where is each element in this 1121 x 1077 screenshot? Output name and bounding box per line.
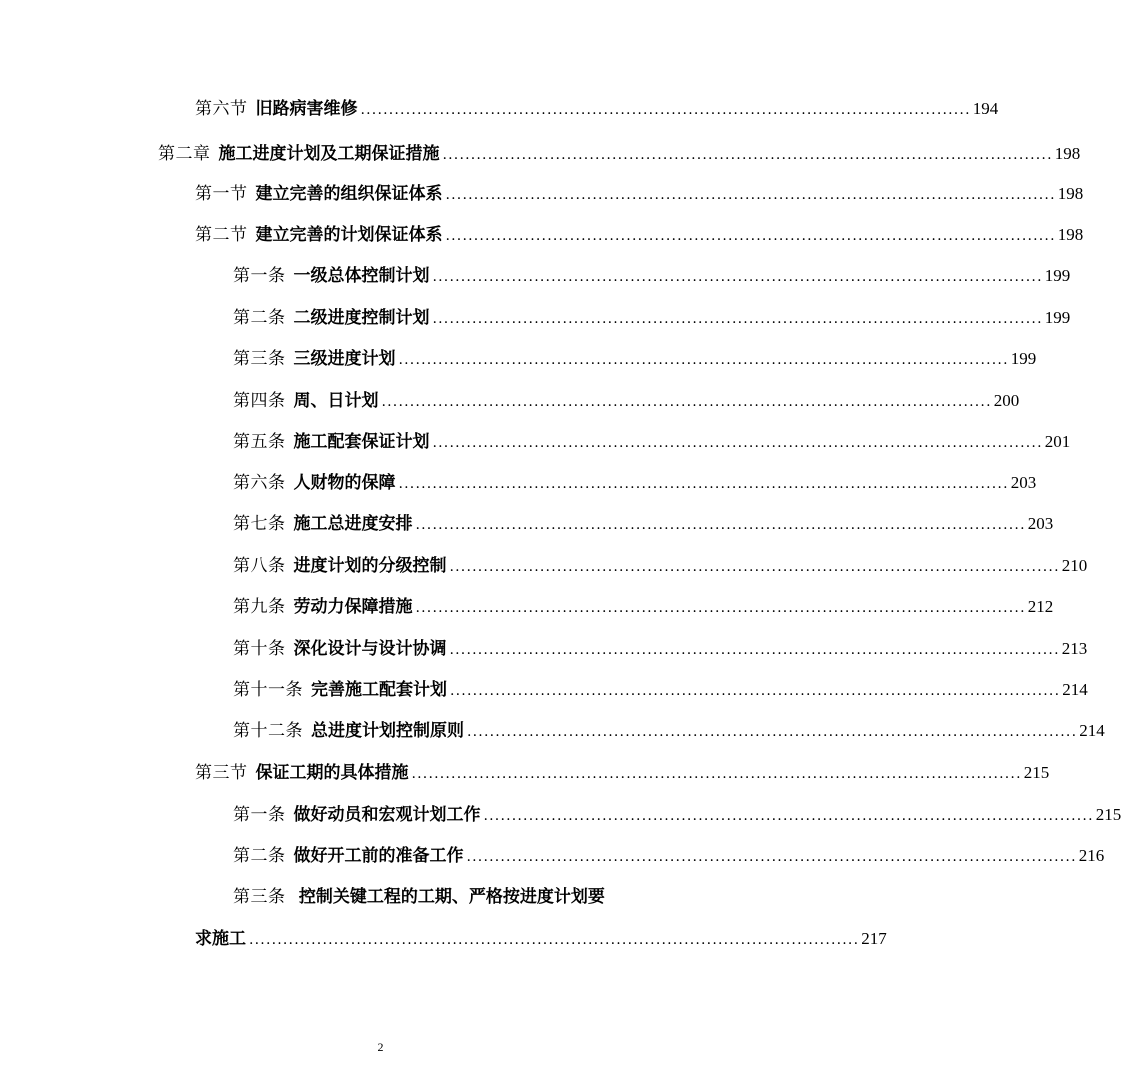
toc-entry <box>233 265 1071 288</box>
dot-leader: ............................................................................................................ <box>445 228 1056 244</box>
dot-leader: ............................................................................................................ <box>466 849 1077 865</box>
toc-entry <box>195 762 1050 785</box>
toc-entry-number: 第六节 <box>195 99 248 119</box>
dot-leader: ............................................................................................................ <box>415 517 1026 533</box>
dot-leader: ............................................................................................................ <box>432 311 1043 327</box>
dot-leader: ............................................................................................................ <box>442 147 1053 163</box>
toc-entry-page: 214 <box>1062 680 1088 699</box>
toc-entry-number: 第十一条 <box>233 680 303 700</box>
toc-entry-page: 215 <box>1095 805 1121 824</box>
toc-entry <box>233 513 1054 536</box>
toc-entry <box>233 348 1037 371</box>
toc-entry-title: 控制关键工程的工期、严格按进度计划要 <box>298 887 605 907</box>
toc-entry-page: 198 <box>1057 184 1084 203</box>
toc-entry-page: 213 <box>1061 639 1088 658</box>
toc-entry-number: 第三节 <box>195 763 248 783</box>
toc-entry-page: 216 <box>1078 846 1105 865</box>
toc-entry-page: 214 <box>1079 721 1105 740</box>
toc-entry-page: 198 <box>1057 225 1084 244</box>
dot-leader: ............................................................................................................ <box>381 394 992 410</box>
toc-entry-title: 做好动员和宏观计划工作 <box>293 805 481 825</box>
toc-entry-title: 劳动力保障措施 <box>293 597 413 617</box>
toc-entry-number: 第一节 <box>195 184 248 204</box>
toc-entry <box>233 555 1088 578</box>
toc-entry-title: 周、日计划 <box>293 391 379 411</box>
toc-entry <box>233 679 1088 702</box>
dot-leader: ............................................................................................................ <box>398 476 1009 492</box>
toc-entry-number: 第三条 <box>233 349 286 369</box>
dot-leader: ............................................................................................................ <box>483 808 1094 824</box>
toc-entry <box>233 472 1037 495</box>
toc-entry-title: 二级进度控制计划 <box>293 308 430 328</box>
toc-entry-number: 第九条 <box>233 597 286 617</box>
toc-entry-page: 198 <box>1054 144 1081 163</box>
dot-leader: ............................................................................................................ <box>249 932 860 948</box>
toc-entry-number: 第十条 <box>233 639 286 659</box>
toc-entry-title: 一级总体控制计划 <box>293 266 430 286</box>
toc-entry-title: 施工总进度安排 <box>293 514 413 534</box>
page-number: 2 <box>377 1040 384 1054</box>
toc-entry-page: 217 <box>861 929 887 948</box>
toc-entry-page: 215 <box>1023 763 1050 782</box>
toc-entry-page: 201 <box>1044 432 1071 451</box>
toc-entry-multiline-second <box>195 928 887 951</box>
dot-leader: ............................................................................................................ <box>415 600 1026 616</box>
toc-entry-number: 第二章 <box>158 144 211 164</box>
toc-entry-title-continued: 求施工 <box>195 929 246 949</box>
toc-entry-page: 199 <box>1044 266 1071 285</box>
dot-leader: ............................................................................................................ <box>411 766 1022 782</box>
dot-leader: ............................................................................................................ <box>467 724 1078 740</box>
dot-leader: ............................................................................................................ <box>398 352 1009 368</box>
toc-entry <box>195 183 1084 206</box>
toc-entry <box>158 143 1081 166</box>
toc-entry-number: 第二条 <box>233 308 286 328</box>
toc-entry <box>233 390 1020 413</box>
toc-entry-page: 203 <box>1010 473 1037 492</box>
toc-entry-number: 第四条 <box>233 391 286 411</box>
toc-entry-page: 200 <box>993 391 1020 410</box>
toc-entry-title: 做好开工前的准备工作 <box>293 846 464 866</box>
toc-entry-title: 进度计划的分级控制 <box>293 556 447 576</box>
toc-entry-number: 第二节 <box>195 225 248 245</box>
toc-entry-number: 第一条 <box>233 805 286 825</box>
toc-entry-title: 旧路病害维修 <box>255 99 358 119</box>
toc-entry-title: 建立完善的计划保证体系 <box>255 225 443 245</box>
toc-entry-page: 210 <box>1061 556 1088 575</box>
toc-entry-number: 第五条 <box>233 432 286 452</box>
toc-entry-title: 建立完善的组织保证体系 <box>255 184 443 204</box>
toc-entry-page: 212 <box>1027 597 1054 616</box>
toc-entry-title: 总进度计划控制原则 <box>311 721 464 741</box>
toc-entry <box>233 307 1071 330</box>
toc-entry <box>233 638 1088 661</box>
toc-entry-number: 第一条 <box>233 266 286 286</box>
toc-entry-title: 人财物的保障 <box>293 473 396 493</box>
toc-entry-title: 施工进度计划及工期保证措施 <box>218 144 440 164</box>
toc-entry-number: 第八条 <box>233 556 286 576</box>
dot-leader: ............................................................................................................ <box>445 187 1056 203</box>
dot-leader: ............................................................................................................ <box>432 435 1043 451</box>
toc-entry <box>195 98 999 121</box>
toc-entry-number: 第二条 <box>233 846 286 866</box>
toc-entry-number: 第十二条 <box>233 721 303 741</box>
toc-entry <box>195 224 1084 247</box>
toc-entry-number: 第三条 <box>233 887 286 907</box>
toc-entry <box>233 596 1054 619</box>
toc-entry <box>233 431 1071 454</box>
toc-entry-title: 三级进度计划 <box>293 349 396 369</box>
toc-entry <box>233 720 1105 743</box>
dot-leader: ............................................................................................................ <box>450 683 1061 699</box>
toc-entry-page: 203 <box>1027 514 1054 533</box>
toc-entry-title: 施工配套保证计划 <box>293 432 430 452</box>
toc-entry-page: 194 <box>972 99 999 118</box>
toc-entry <box>233 845 1105 868</box>
toc-entry-page: 199 <box>1044 308 1071 327</box>
toc-entry-page: 199 <box>1010 349 1037 368</box>
toc-entry-number: 第六条 <box>233 473 286 493</box>
toc-entry <box>233 804 1121 827</box>
dot-leader: ............................................................................................................ <box>360 102 971 118</box>
toc-entry-multiline-first <box>233 886 605 908</box>
toc-entry-number: 第七条 <box>233 514 286 534</box>
toc-entry-title: 完善施工配套计划 <box>311 680 447 700</box>
toc-entry-title: 深化设计与设计协调 <box>293 639 447 659</box>
dot-leader: ............................................................................................................ <box>449 642 1060 658</box>
toc-entry-title: 保证工期的具体措施 <box>255 763 409 783</box>
dot-leader: ............................................................................................................ <box>449 559 1060 575</box>
dot-leader: ............................................................................................................ <box>432 269 1043 285</box>
